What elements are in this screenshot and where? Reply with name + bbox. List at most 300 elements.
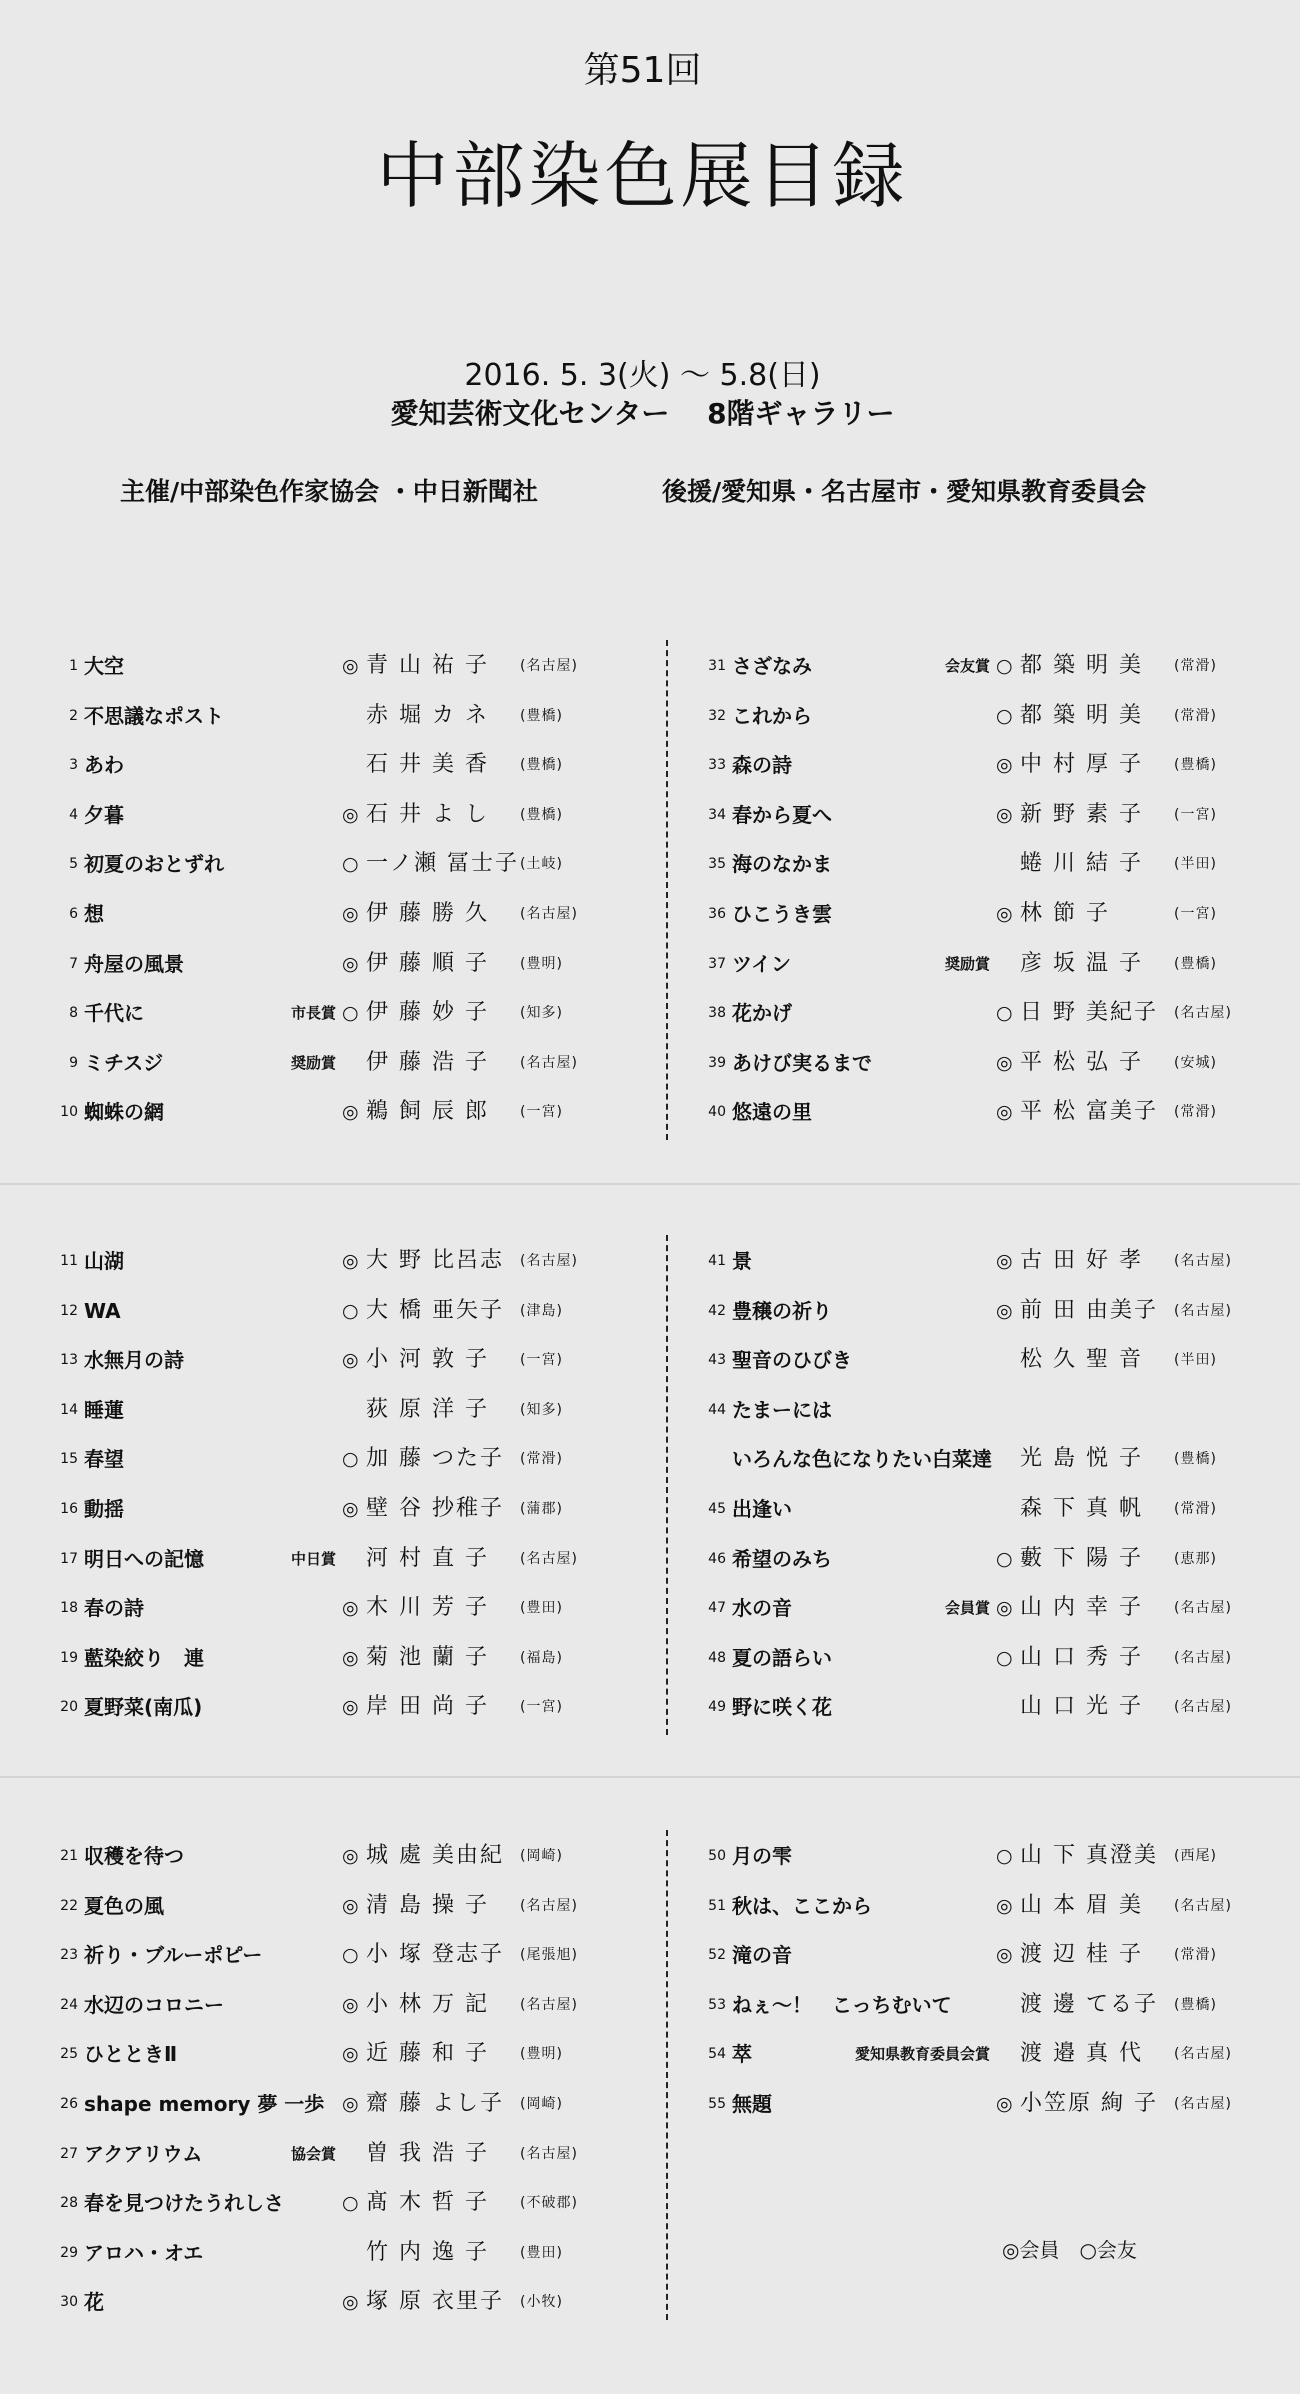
membership-mark: ◎ (342, 1646, 359, 1669)
entry-title: 大空 (84, 654, 124, 678)
artist-name: 渡 邉 真 代 (1020, 2041, 1143, 2067)
entry-award: 会友賞 (944, 657, 990, 675)
artist-name: 中 村 厚 子 (1020, 752, 1143, 778)
artist-name: 一ノ瀬 冨士子 (366, 851, 519, 877)
artist-name: 山 口 光 子 (1020, 1694, 1143, 1720)
artist-location: (小牧) (520, 2294, 563, 2311)
entry-number: 27 (60, 2145, 78, 2162)
membership-mark: ○ (996, 1547, 1013, 1570)
entry-number: 36 (708, 906, 726, 922)
artist-location: (安城) (1174, 1054, 1217, 1071)
entry-award: 協会賞 (290, 2144, 336, 2163)
artist-location: (名古屋) (520, 1996, 578, 2013)
catalog-entry (52, 1535, 612, 1583)
catalog-entry (700, 1435, 1280, 1483)
artist-location: (豊明) (520, 955, 563, 972)
artist-location: (名古屋) (1174, 1897, 1232, 1914)
artist-location: (常滑) (520, 1451, 563, 1468)
artist-location: (常滑) (1174, 1104, 1217, 1121)
artist-location: (尾張旭) (520, 1947, 578, 1964)
membership-mark: ◎ (342, 2043, 359, 2066)
artist-name: 岸 田 尚 子 (366, 1694, 489, 1720)
artist-name: 渡 辺 桂 子 (1020, 1942, 1143, 1968)
entry-number: 14 (60, 1401, 78, 1418)
catalog-entry (700, 692, 1280, 740)
artist-location: (名古屋) (520, 1550, 578, 1567)
artist-location: (豊橋) (1174, 1451, 1217, 1468)
entry-title: 蜘蛛の網 (84, 1100, 164, 1125)
entry-number: 24 (60, 1996, 78, 2013)
catalog-entry (52, 692, 612, 740)
catalog-entry (52, 791, 612, 839)
column-divider (666, 1235, 668, 1735)
artist-location: (名古屋) (520, 1054, 578, 1071)
entry-title: 想 (84, 902, 104, 926)
artist-name: 伊 藤 浩 子 (366, 1049, 489, 1075)
entry-title: 祈り・ブルーポピー (84, 1943, 263, 1968)
entry-award: 会員賞 (944, 1599, 990, 1618)
entry-number: 35 (708, 856, 726, 873)
entry-number: 2 (69, 707, 78, 724)
entry-title: 初夏のおとずれ (84, 852, 224, 877)
catalog-entry (700, 741, 1280, 789)
entry-number: 43 (708, 1352, 726, 1369)
entry-title: 森の詩 (732, 753, 792, 778)
catalog-entry (52, 1485, 612, 1533)
entry-title: 景 (732, 1249, 752, 1273)
membership-mark: ◎ (996, 803, 1013, 826)
membership-mark: ◎ (996, 1101, 1013, 1124)
catalog-entry (700, 1287, 1280, 1335)
entry-title: 夏色の風 (84, 1893, 164, 1918)
entry-title: ミチスジ (84, 1050, 164, 1075)
entry-title: 千代に (84, 1001, 144, 1026)
artist-location: (名古屋) (520, 2145, 578, 2162)
membership-mark: ◎ (996, 1051, 1013, 1074)
artist-name: 荻 原 洋 子 (366, 1396, 489, 1422)
entry-title: これから (732, 703, 812, 728)
catalog-entry (52, 1237, 612, 1285)
artist-location: (名古屋) (1174, 1649, 1232, 1666)
entry-number: 15 (60, 1451, 78, 1468)
catalog-entry (700, 1931, 1280, 1979)
catalog-entry (52, 1386, 612, 1434)
catalog-entry (52, 1336, 612, 1384)
entry-number: 11 (60, 1253, 78, 1269)
catalog-entry (52, 1039, 612, 1087)
catalog-entry (52, 1435, 612, 1483)
entry-award: 市長賞 (290, 1004, 336, 1023)
entry-title: 水の音 (732, 1596, 792, 1621)
artist-location: (半田) (1174, 1352, 1217, 1369)
exhibition-title: 中部染色展目録 (376, 134, 909, 218)
entry-title: 春から夏へ (732, 802, 832, 827)
entry-title: 水辺のコロニー (84, 1992, 224, 2017)
entry-title: 春の詩 (84, 1596, 144, 1621)
entry-title: 山湖 (84, 1249, 124, 1273)
entry-number: 48 (708, 1649, 726, 1666)
artist-name: 髙 木 哲 子 (366, 2190, 489, 2216)
entry-title: あわ (84, 753, 124, 778)
artist-name: 山 本 眉 美 (1020, 1892, 1143, 1918)
membership-mark: ○ (342, 2192, 359, 2215)
entry-number: 41 (708, 1253, 726, 1269)
membership-mark: ◎ (342, 1845, 359, 1867)
catalog-entry (700, 1882, 1280, 1930)
catalog-entry (52, 1882, 612, 1930)
catalog-entry (700, 1634, 1280, 1682)
artist-location: (豊橋) (520, 757, 563, 774)
artist-name: 河 村 直 子 (366, 1545, 489, 1571)
entry-title: 花かげ (732, 1001, 792, 1026)
catalog-entry (700, 1088, 1280, 1136)
catalog-entry (52, 989, 612, 1037)
entry-award: 愛知県教育委員会賞 (854, 2045, 990, 2064)
artist-location: (一宮) (520, 1699, 563, 1716)
entry-title: 希望のみち (732, 1546, 832, 1571)
entry-number: 19 (60, 1649, 78, 1666)
catalog-entry (52, 1584, 612, 1632)
entry-number: 52 (708, 1947, 726, 1964)
entry-title: WA (84, 1298, 121, 1323)
entry-title: 夏野菜(南瓜) (84, 1695, 203, 1720)
catalog-entry (52, 642, 612, 690)
membership-mark: ○ (996, 655, 1013, 677)
organizer: 主催/中部染色作家協会 ・中日新聞社 (120, 477, 538, 506)
artist-name: 伊 藤 妙 子 (366, 1000, 489, 1026)
catalog-entry (700, 940, 1280, 988)
artist-name: 伊 藤 順 子 (366, 950, 489, 976)
entry-number: 34 (708, 806, 726, 823)
artist-location: (豊田) (520, 2244, 563, 2261)
artist-location: (常滑) (1174, 1501, 1217, 1517)
entry-title: さざなみ (732, 654, 812, 678)
membership-mark: ○ (342, 1448, 359, 1471)
catalog-entry (700, 840, 1280, 888)
entry-number: 53 (708, 1996, 726, 2013)
membership-mark: ◎ (996, 1944, 1013, 1967)
entry-number: 28 (60, 2195, 78, 2212)
entry-title: たまーには (732, 1397, 832, 1422)
artist-name: 前 田 由美子 (1020, 1297, 1158, 1323)
artist-location: (土岐) (520, 856, 563, 873)
entry-number: 9 (69, 1054, 78, 1071)
membership-mark: ◎ (342, 1498, 359, 1520)
membership-mark: ◎ (342, 1993, 359, 2016)
artist-location: (常滑) (1174, 1947, 1217, 1964)
catalog-entry (52, 2278, 612, 2326)
catalog-entry (700, 2030, 1280, 2078)
entry-title: ひとときⅡ (84, 2042, 178, 2067)
entry-number: 7 (69, 955, 78, 972)
artist-location: (豊橋) (520, 806, 563, 823)
entry-number: 22 (60, 1897, 78, 1914)
membership-mark: ◎ (342, 1349, 359, 1372)
artist-name: 古 田 好 孝 (1020, 1248, 1143, 1273)
catalog-entry (52, 1832, 612, 1880)
artist-name: 伊 藤 勝 久 (366, 901, 489, 926)
artist-name: 光 島 悦 子 (1020, 1446, 1143, 1472)
entry-number: 21 (60, 1848, 78, 1864)
artist-name: 彦 坂 温 子 (1020, 950, 1143, 976)
artist-location: (名古屋) (1174, 2096, 1232, 2112)
catalog-entry (700, 791, 1280, 839)
artist-location: (名古屋) (1174, 1699, 1232, 1716)
entry-number: 50 (708, 1848, 726, 1864)
artist-name: 林 節 子 (1020, 901, 1110, 926)
artist-location: (常滑) (1174, 658, 1217, 674)
artist-location: (蒲郡) (520, 1501, 563, 1517)
entry-title: 夕暮 (84, 802, 124, 827)
membership-mark: ◎ (996, 1597, 1013, 1620)
membership-mark: ○ (342, 1299, 359, 1322)
membership-mark: ○ (996, 1002, 1013, 1025)
catalog-entry (700, 1584, 1280, 1632)
entry-number: 10 (60, 1104, 78, 1121)
entry-title: 海のなかま (732, 852, 832, 877)
artist-location: (一宮) (520, 1104, 563, 1121)
artist-location: (岡崎) (520, 2096, 563, 2112)
entry-award: 奨励賞 (290, 1053, 336, 1072)
catalog-entry (52, 940, 612, 988)
entry-title: 無題 (732, 2092, 772, 2116)
membership-mark: ◎ (342, 2093, 359, 2115)
entry-title: アロハ・オエ (84, 2240, 204, 2265)
artist-location: (名古屋) (1174, 1253, 1232, 1269)
membership-legend: ◎会員 ○会友 (1002, 2238, 1137, 2262)
entry-title: 萃 (732, 2042, 752, 2067)
artist-location: (一宮) (1174, 806, 1217, 823)
catalog-entry (700, 1386, 1280, 1434)
artist-location: (豊明) (520, 2046, 563, 2063)
entry-number: 25 (60, 2046, 78, 2063)
catalog-entry (52, 1287, 612, 1335)
artist-location: (一宮) (520, 1352, 563, 1369)
artist-name: 曽 我 浩 子 (366, 2140, 489, 2166)
fold-line (0, 1183, 1300, 1185)
entry-title: あけび実るまで (732, 1050, 872, 1075)
entry-number: 29 (60, 2244, 78, 2261)
entry-number: 31 (708, 658, 726, 674)
artist-location: (名古屋) (1174, 1005, 1232, 1022)
artist-name: 鵜 飼 辰 郎 (366, 1099, 489, 1125)
membership-mark: ◎ (996, 754, 1013, 777)
sponsor: 後援/愛知県・名古屋市・愛知県教育委員会 (662, 477, 1147, 506)
artist-name: 小 塚 登志子 (366, 1942, 504, 1968)
artist-location: (恵那) (1174, 1550, 1217, 1567)
exhibition-dates: 2016. 5. 3(火) ～ 5.8(日) (464, 358, 821, 393)
entry-title: ねぇ～！ こっちむいて (732, 1992, 952, 2017)
entry-title: 藍染絞り 連 (84, 1645, 204, 1670)
artist-location: (知多) (520, 1401, 563, 1418)
membership-mark: ◎ (342, 655, 359, 677)
entry-number: 20 (60, 1699, 78, 1716)
entry-number: 54 (708, 2046, 726, 2063)
artist-name: 都 築 明 美 (1020, 653, 1143, 678)
membership-mark: ○ (342, 1002, 359, 1025)
entry-title: いろんな色になりたい白菜達 (732, 1447, 992, 1472)
artist-location: (豊橋) (520, 707, 563, 724)
entry-title: 不思議なポスト (84, 703, 224, 728)
artist-name: 塚 原 衣里子 (366, 2289, 504, 2315)
membership-mark: ○ (342, 1944, 359, 1967)
entry-number: 18 (60, 1600, 78, 1617)
membership-mark: ◎ (996, 1299, 1013, 1322)
catalog-entry (700, 1485, 1280, 1533)
entry-number: 49 (708, 1699, 726, 1716)
entry-title: 豊穣の祈り (732, 1298, 832, 1323)
artist-name: 菊 池 蘭 子 (366, 1644, 489, 1670)
artist-location: (名古屋) (1174, 1600, 1232, 1617)
membership-mark: ◎ (342, 1696, 359, 1719)
entry-number: 38 (708, 1005, 726, 1022)
entry-title: 舟屋の風景 (84, 951, 184, 976)
entry-award: 中日賞 (290, 1549, 336, 1568)
artist-location: (名古屋) (520, 658, 578, 674)
artist-location: (名古屋) (1174, 2046, 1232, 2063)
artist-name: 近 藤 和 子 (366, 2041, 489, 2067)
membership-mark: ◎ (342, 1894, 359, 1917)
catalog-entry (700, 989, 1280, 1037)
membership-mark: ◎ (342, 2291, 359, 2314)
entry-number: 42 (708, 1302, 726, 1319)
catalog-entry (52, 890, 612, 938)
entry-title: ひこうき雲 (732, 902, 832, 926)
catalog-entry (700, 1683, 1280, 1731)
entry-number: 51 (708, 1897, 726, 1914)
artist-name: 青 山 祐 子 (366, 653, 489, 678)
artist-name: 小 林 万 記 (366, 1991, 489, 2017)
catalog-entry (700, 1336, 1280, 1384)
artist-location: (福島) (520, 1649, 563, 1666)
entry-number: 26 (60, 2096, 78, 2112)
entry-number: 46 (708, 1550, 726, 1567)
artist-location: (豊田) (520, 1600, 563, 1617)
entry-number: 13 (60, 1352, 78, 1369)
entry-number: 37 (708, 955, 726, 972)
artist-location: (常滑) (1174, 707, 1217, 724)
entry-number: 33 (708, 757, 726, 774)
artist-name: 壁 谷 抄稚子 (366, 1496, 504, 1521)
catalog-entry (700, 890, 1280, 938)
entry-title: 聖音のひびき (732, 1348, 852, 1373)
entry-number: 23 (60, 1947, 78, 1964)
exhibition-venue: 愛知芸術文化センター 8階ギャラリー (390, 397, 895, 430)
artist-location: (名古屋) (520, 906, 578, 922)
entry-title: 春を見つけたうれしさ (84, 2191, 284, 2216)
membership-mark: ○ (996, 704, 1013, 727)
entry-title: 春望 (84, 1447, 124, 1472)
fold-line (0, 1776, 1300, 1778)
artist-location: (豊橋) (1174, 1996, 1217, 2013)
membership-mark: ◎ (342, 903, 359, 925)
artist-name: 渡 邊 てる子 (1020, 1991, 1158, 2017)
artist-name: 赤 堀 カ ネ (366, 702, 489, 728)
catalog-entry (700, 2080, 1280, 2128)
artist-name: 平 松 弘 子 (1020, 1049, 1143, 1075)
entry-title: 花 (84, 2290, 104, 2315)
membership-mark: ○ (996, 1845, 1013, 1867)
artist-location: (豊橋) (1174, 757, 1217, 774)
entry-title: 睡蓮 (84, 1397, 124, 1422)
entry-number: 32 (708, 707, 726, 724)
entry-title: 夏の語らい (732, 1645, 832, 1670)
entry-title: 水無月の詩 (84, 1348, 184, 1373)
artist-name: 石 井 美 香 (366, 752, 489, 778)
entry-number: 17 (60, 1550, 78, 1567)
catalog-entry (700, 1981, 1280, 2029)
membership-mark: ○ (996, 1646, 1013, 1669)
entry-title: 明日への記憶 (84, 1546, 204, 1571)
artist-name: 小 河 敦 子 (366, 1347, 489, 1373)
artist-name: 松 久 聖 音 (1020, 1347, 1143, 1373)
artist-name: 山 口 秀 子 (1020, 1644, 1143, 1670)
entry-number: 47 (708, 1600, 726, 1617)
entry-title: 出逢い (732, 1497, 792, 1521)
artist-name: 木 川 芳 子 (366, 1595, 489, 1621)
artist-name: 石 井 よ し (366, 801, 489, 827)
artist-name: 都 築 明 美 (1020, 702, 1143, 728)
catalog-entry (700, 1039, 1280, 1087)
entry-number: 40 (708, 1104, 726, 1121)
entry-number: 16 (60, 1501, 78, 1517)
catalog-entry (52, 2179, 612, 2227)
entry-number: 8 (69, 1005, 78, 1022)
catalog-entry (52, 840, 612, 888)
catalog-entry (700, 1832, 1280, 1880)
entry-number: 30 (60, 2294, 78, 2311)
column-divider (666, 1830, 668, 2320)
artist-location: (豊橋) (1174, 955, 1217, 972)
entry-number: 4 (69, 806, 78, 823)
catalog-entry (52, 741, 612, 789)
column-divider (666, 640, 668, 1140)
artist-name: 森 下 真 帆 (1020, 1496, 1143, 1521)
catalog-entry (52, 1683, 612, 1731)
artist-location: (名古屋) (520, 1897, 578, 1914)
entry-title: 野に咲く花 (732, 1695, 832, 1720)
entry-title: 悠遠の里 (732, 1100, 812, 1125)
entry-title: 秋は、ここから (732, 1893, 872, 1918)
catalog-entry (52, 1634, 612, 1682)
membership-mark: ◎ (342, 952, 359, 975)
artist-location: (名古屋) (520, 1253, 578, 1269)
entry-title: 月の雫 (732, 1844, 792, 1868)
artist-name: 小笠原 絢 子 (1020, 2091, 1158, 2116)
entry-number: 12 (60, 1302, 78, 1319)
artist-name: 加 藤 つた子 (366, 1446, 504, 1472)
artist-location: (半田) (1174, 856, 1217, 873)
artist-location: (知多) (520, 1005, 563, 1022)
entry-title: アクアリウム (84, 2141, 203, 2166)
catalog-entry (52, 2229, 612, 2277)
entry-number: 6 (69, 906, 78, 922)
artist-name: 城 處 美由紀 (366, 1843, 504, 1868)
entry-title: ツイン (732, 951, 791, 976)
catalog-entry (700, 1535, 1280, 1583)
entry-title: 滝の音 (732, 1943, 792, 1968)
artist-name: 山 内 幸 子 (1020, 1595, 1143, 1621)
catalog-entry (52, 1088, 612, 1136)
catalog-entry (52, 2030, 612, 2078)
entry-number: 3 (69, 757, 78, 774)
membership-mark: ◎ (342, 1101, 359, 1124)
artist-name: 蜷 川 結 子 (1020, 851, 1143, 877)
edition-number: 第51回 (583, 50, 702, 91)
artist-name: 山 下 真澄美 (1020, 1843, 1158, 1868)
catalog-entry (52, 1931, 612, 1979)
entry-title: 収穫を待つ (84, 1844, 184, 1868)
